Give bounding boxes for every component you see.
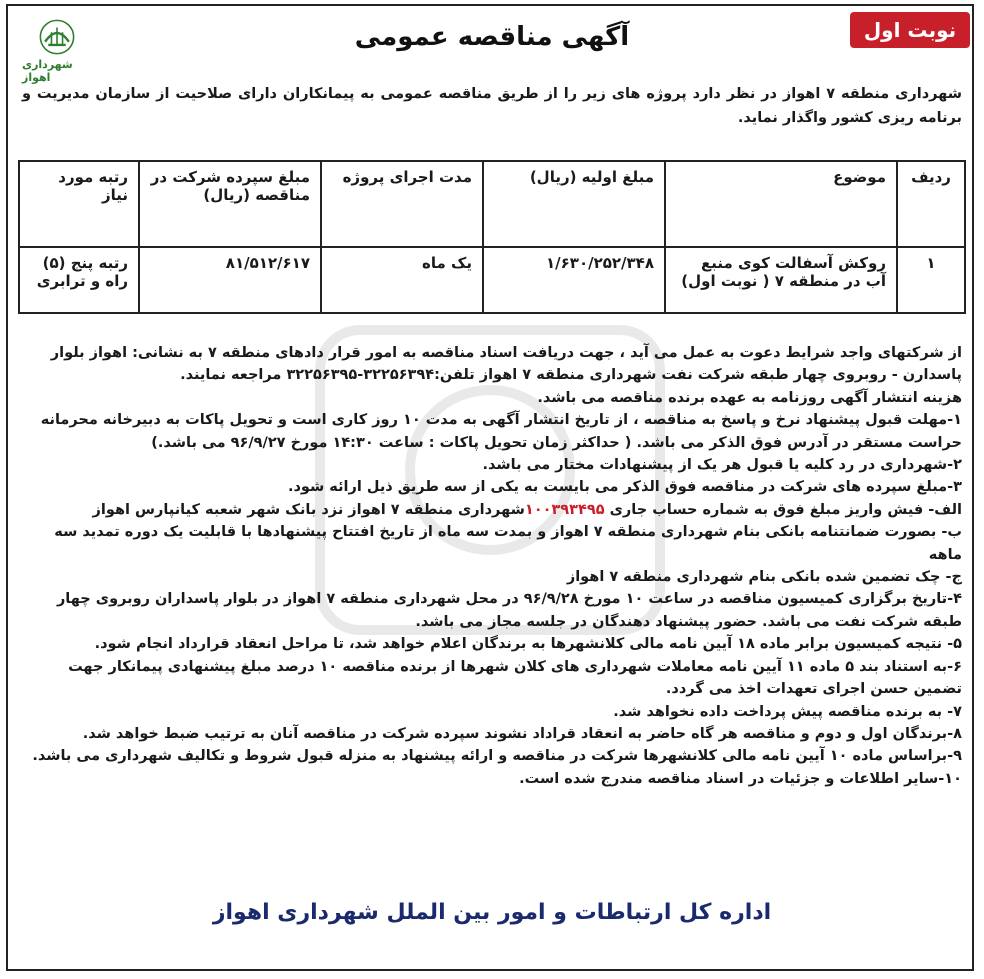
cell-duration: یک ماه [321,247,483,313]
account-number: ۱۰۰۳۹۳۴۹۵ [524,501,605,518]
paragraph-item-7: ۷- به برنده مناقصه پیش پرداخت داده نخواهد شد. [613,703,962,720]
cell-amount: ۱/۶۳۰/۲۵۲/۳۴۸ [483,247,665,313]
conditions-text [22,342,962,790]
paragraph-item-3: ۳-مبلغ سپرده های شرکت در مناقصه فوق الذکر می بایست به یکی از سه طریق ذیل ارائه شود. [287,479,962,496]
option-a-post: شهرداری منطقه ۷ اهواز نزد بانک شهر شعبه کیانپارس اهواز [92,501,525,518]
option-a-pre: الف- فیش واریز مبلغ فوق به شماره حساب جاری [604,501,962,518]
header-duration: مدت اجرای پروژه [321,161,483,247]
paragraph-item-6: ۶-به استناد بند ۵ ماده ۱۱ آیین نامه معاملات شهرداری های کلان شهرها از برنده مناقصه ۱۰ درصد مبلغ پیشنهادی پیمانکار جهت تضمین حسن اجرای تعهدات اخذ می گردد. [68,658,962,698]
table-row [19,247,965,313]
notice-title: آگهی مناقصه عمومی [354,22,630,52]
paragraph-item-8: ۸-برندگان اول و دوم و مناقصه هر گاه حاضر به انعقاد قراداد نشوند سپرده شرکت در مناقصه آنان به ترتیب ضبط خواهد شد. [82,725,962,742]
paragraph-invitation: از شرکتهای واجد شرایط دعوت به عمل می آید ، جهت دریافت اسناد مناقصه به امور قرار دادهای منطقه ۷ به نشانی: اهواز بلوار پاسدارن - روبروی چهار طبقه شرکت نفت شهرداری منطقه ۷ اهواز تلفن:۳۲۲۵۶۳۹۴-۳۲۲۵۶۳۹۵ مراجعه نمایند. [50,345,962,384]
paragraph-item-5: ۵- نتیجه کمیسیون برابر ماده ۱۸ آیین نامه مالی کلانشهرها به برندگان اعلام خواهد شد، تا مراحل انعقاد قرارداد انجام شود. [94,636,962,653]
round-badge: نوبت اول [850,12,970,48]
header-row-number: ردیف [897,161,965,247]
logo-caption: شهرداری اهواز [22,58,73,84]
cell-row-number: ۱ [897,247,965,313]
footer-signature: اداره کل ارتباطات و امور بین الملل شهرداری اهواز [212,900,772,925]
paragraph-cost: هزینه انتشار آگهی روزنامه به عهده برنده مناقصه می باشد. [537,389,962,406]
paragraph-option-c: ج- چک تضمین شده بانکی بنام شهرداری منطقه ۷ اهواز [566,569,962,586]
tender-table [18,160,966,314]
paragraph-item-1: ۱-مهلت قبول پیشنهاد نرخ و پاسخ به مناقصه ، از تاریخ انتشار آگهی به مدت ۱۰ روز کاری است و تحویل پاکات به دبیرخانه محرمانه حراست مستقر در آدرس فوق الذکر می باشد. ( حداکثر زمان تحویل پاکات : ساعت ۱۴:۳۰ مورخ ۹۶/۹/۲۷ می باشد.) [40,412,962,451]
header-amount: مبلغ اولیه (ریال) [483,161,665,247]
paragraph-option-b: ب- بصورت ضمانتنامه بانکی بنام شهرداری منطقه ۷ اهواز و بمدت سه ماه از تاریخ افتتاح پیشنهادها با قابلیت یک دوره تمدید سه ماهه [54,524,962,563]
table-header-row [19,161,965,247]
cell-rank: رتبه پنج (۵) راه و ترابری [19,247,139,313]
paragraph-item-10: ۱۰-سایر اطلاعات و جزئیات در اسناد مناقصه مندرج شده است. [519,770,962,787]
paragraph-item-9: ۹-براساس ماده ۱۰ آیین نامه مالی کلانشهرها شرکت در مناقصه و ارائه پیشنهاد به منزله قبول شروط و تکالیف شهرداری می باشد. [32,748,962,765]
paragraph-item-2: ۲-شهرداری در رد کلیه یا قبول هر یک از پیشنهادات مختار می باشد. [482,457,962,474]
paragraph-item-4: ۴-تاریخ برگزاری کمیسیون مناقصه در ساعت ۱۰ مورخ ۹۶/۹/۲۸ در محل شهرداری منطقه ۷ اهواز در بلوار پاسداران روبروی چهار طبقه شرکت نفت می باشد. حضور پیشنهاد دهندگان در جلسه مجاز می باشد. [56,591,962,630]
header-rank: رتبه مورد نیاز [19,161,139,247]
intro-paragraph: شهرداری منطقه ۷ اهواز در نظر دارد پروژه های زیر را از طریق مناقصه عمومی به پیمانکاران دارای صلاحیت از سازمان مدیریت و برنامه ریزی کشور واگذار نماید. [22,86,962,126]
cell-subject: روکش آسفالت کوی منبع آب در منطقه ۷ ( نوبت اول) [665,247,897,313]
header-deposit: مبلغ سپرده شرکت در مناقصه (ریال) [139,161,321,247]
header-subject: موضوع [665,161,897,247]
paragraph-option-a [22,499,962,521]
cell-deposit: ۸۱/۵۱۲/۶۱۷ [139,247,321,313]
